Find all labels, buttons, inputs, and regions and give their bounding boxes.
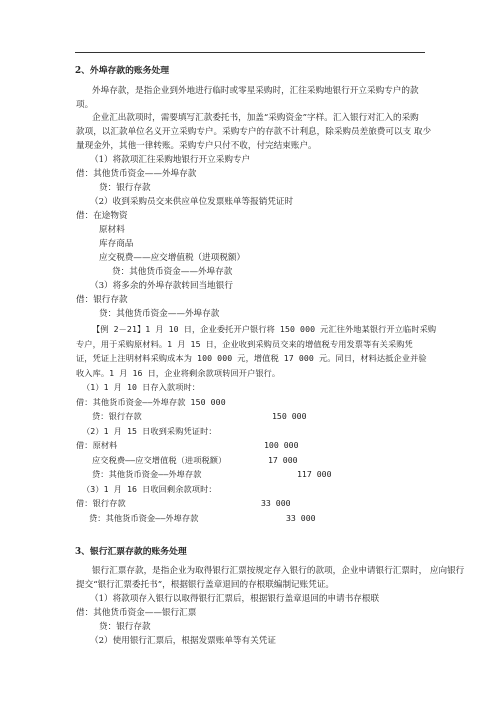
example-step: （2）1 月 15 日收到采购凭证时： [82, 426, 217, 436]
journal-debit: 应交税费——应交增值税（进项税额） [92, 455, 227, 465]
example-line: 收入库。1 月 16 日，企业将剩余款项转回开户银行。 [76, 368, 281, 378]
paragraph-line: 款项，以汇款单位名义开立采购专户。采购专户的存款不计利息，除采购员差旅费可以支 取少 [76, 127, 432, 137]
section-heading: 3、银行汇票存款的账务处理 [75, 547, 187, 557]
journal-credit: 贷：其他货币资金——外埠存款 [92, 469, 202, 479]
example-step: （3）1 月 16 日收回剩余款项时： [82, 484, 217, 494]
example-line: 证，凭证上注明材料采购成本为 100 000 元，增值税 17 000 元。同日，材料达抵企业并验 [76, 353, 427, 363]
journal-debit: 借：原材料 [76, 440, 118, 450]
amount: 100 000 [264, 440, 299, 450]
amount: 33 000 [286, 513, 316, 523]
journal-credit: 贷：其他货币资金——外埠存款 [112, 267, 233, 277]
example-step: （1）1 月 10 日存入款项时： [82, 382, 201, 392]
journal-debit: 原材料 [99, 225, 125, 235]
amount: 150 000 [272, 411, 307, 421]
amount: 33 000 [261, 498, 291, 508]
paragraph-line: 提交“银行汇票委托书”，根据银行盖章退回的存根联编制记账凭证。 [76, 580, 335, 590]
journal-credit: 贷：其他货币资金——外埠存款 [89, 513, 199, 523]
step-label: （2）收到采购员交来供应单位发票账单等报销凭证时 [90, 197, 294, 207]
journal-debit: 借：银行存款 [76, 295, 128, 305]
journal-debit: 库存商品 [99, 239, 134, 249]
paragraph-line: 量现金外，其他一律转账。采购专户只付不收，付完结束账户。 [76, 141, 317, 151]
paragraph-line: 银行汇票存款，是指企业为取得银行汇票按规定存入银行的款项，企业申请银行汇票时， 应向银行 [92, 566, 465, 576]
journal-credit: 贷：银行存款 [99, 622, 151, 632]
example-line: 【例 2－21】1 月 10 日，企业委托开户银行将 150 000 元汇往外地某银行开立临时采购 [92, 324, 437, 334]
journal-debit: 应交税费——应交增值税（进项税额） [99, 253, 246, 263]
example-line: 专户，用于采购原材料。1 月 15 日，企业收到采购员交来的增值税专用发票等有关采购凭 [76, 339, 413, 349]
step-label: （1）将款项存入银行以取得银行汇票后，根据银行盖章退回的申请书存根联 [90, 594, 380, 604]
journal-debit: 借：其他货币资金——外埠存款 150 000 [76, 397, 226, 407]
journal-credit: 贷：其他货币资金——外埠存款 [99, 309, 220, 319]
paragraph-line: 外埠存款，是指企业到外地进行临时或零星采购时，汇往采购地银行开立采购专户的款 [92, 86, 419, 96]
journal-debit: 借：其他货币资金——银行汇票 [76, 608, 197, 618]
section-heading: 2、外埠存款的账务处理 [75, 66, 170, 76]
header-rule [75, 52, 425, 53]
step-label: （3）将多余的外埠存款转回当地银行 [90, 281, 233, 291]
journal-debit: 借：银行存款 [76, 498, 126, 508]
paragraph-line: 项。 [76, 100, 94, 110]
journal-debit: 借：其他货币资金——外埠存款 [76, 169, 197, 179]
journal-credit: 贷：银行存款 [92, 411, 142, 421]
journal-credit: 贷：银行存款 [99, 183, 151, 193]
step-label: （2）使用银行汇票后，根据发票账单等有关凭证 [90, 636, 276, 646]
step-label: （1）将款项汇往采购地银行开立采购专户 [90, 155, 251, 165]
journal-debit: 借：在途物资 [76, 211, 128, 221]
paragraph-line: 企业汇出款项时，需要填写汇款委托书，加盖“采购资金”字样。汇入银行对汇入的采购 [92, 113, 419, 123]
amount: 117 000 [297, 469, 332, 479]
amount: 17 000 [268, 455, 298, 465]
